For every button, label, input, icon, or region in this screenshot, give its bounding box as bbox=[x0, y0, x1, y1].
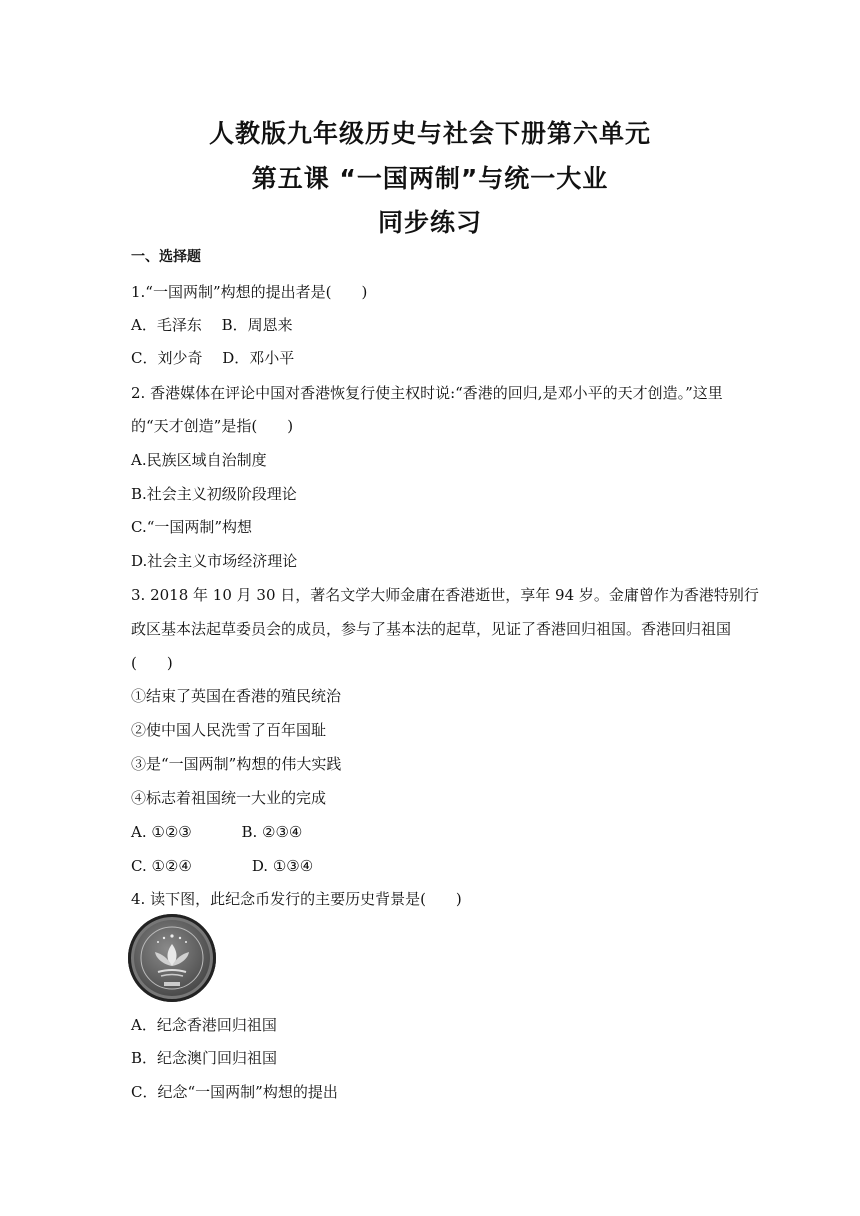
q2-stem-line2: 的“天才创造”是指( ) bbox=[131, 417, 294, 435]
q4-option-a: A．纪念香港回归祖国 bbox=[131, 1016, 277, 1034]
title-line-2: 第五课 “一国两制”与统一大业 bbox=[251, 164, 609, 193]
q3-stem-line1: 3. 2018 年 10 月 30 日，著名文学大师金庸在香港逝世，享年 94 岁。金庸曾作为香港特别行 bbox=[131, 586, 759, 604]
q2-option-b: B.社会主义初级阶段理论 bbox=[131, 485, 297, 503]
q3-options-row1: A. ①②③ B. ②③④ bbox=[131, 823, 303, 841]
q3-stem-line2: 政区基本法起草委员会的成员，参与了基本法的起草，见证了香港回归祖国。香港回归祖国 bbox=[131, 620, 732, 638]
q4-option-b: B．纪念澳门回归祖国 bbox=[131, 1049, 278, 1067]
q4-stem: 4. 读下图，此纪念币发行的主要历史背景是( ) bbox=[131, 890, 462, 908]
q3-item-3: ③是“一国两制”构想的伟大实践 bbox=[131, 755, 342, 773]
q4-option-c: C．纪念“一国两制”构想的提出 bbox=[131, 1083, 338, 1101]
section-heading: 一、选择题 bbox=[131, 249, 201, 265]
q2-option-c: C.“一国两制”构想 bbox=[131, 518, 253, 536]
q3-item-2: ②使中国人民洗雪了百年国耻 bbox=[131, 721, 327, 739]
commemorative-coin-image bbox=[128, 914, 216, 1002]
q1-options-row2: C．刘少奇 D．邓小平 bbox=[131, 349, 295, 367]
q2-stem-line1: 2. 香港媒体在评论中国对香港恢复行使主权时说:“香港的回归,是邓小平的天才创造。”这里 bbox=[131, 384, 723, 402]
title-line-3: 同步练习 bbox=[377, 208, 482, 237]
q2-option-a: A.民族区域自治制度 bbox=[131, 451, 267, 469]
q3-item-1: ①结束了英国在香港的殖民统治 bbox=[131, 687, 342, 705]
q2-option-d: D.社会主义市场经济理论 bbox=[131, 552, 298, 570]
q1-options-row1: A．毛泽东 B．周恩来 bbox=[131, 316, 293, 334]
q3-options-row2: C. ①②④ D. ①③④ bbox=[131, 857, 314, 875]
q3-stem-line3: ( ) bbox=[131, 654, 173, 672]
lotus-emblem-icon bbox=[128, 914, 216, 1002]
title-line-1: 人教版九年级历史与社会下册第六单元 bbox=[208, 119, 651, 148]
q1-stem: 1.“一国两制”构想的提出者是( ) bbox=[131, 283, 368, 301]
q3-item-4: ④标志着祖国统一大业的完成 bbox=[131, 789, 327, 807]
